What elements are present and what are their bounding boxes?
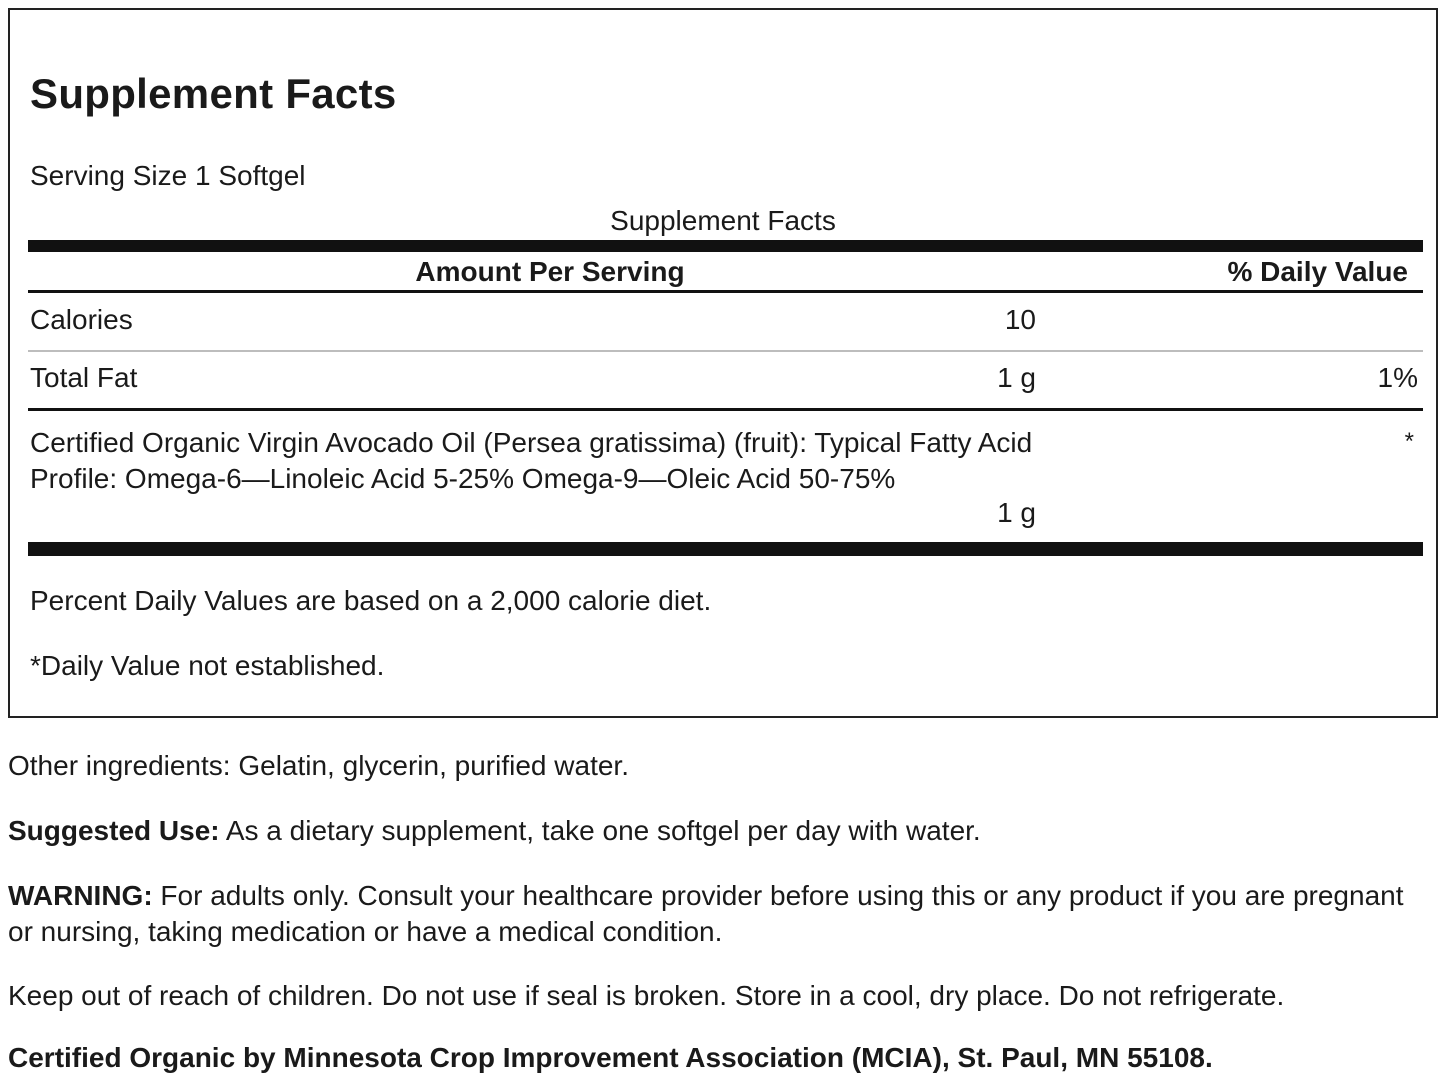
row-divider bbox=[28, 350, 1423, 352]
calories-label: Calories bbox=[30, 304, 133, 335]
daily-values-footnote: Percent Daily Values are based on a 2,000 calorie diet. bbox=[30, 585, 712, 616]
header-daily-value: % Daily Value bbox=[1227, 256, 1408, 287]
serving-size: Serving Size 1 Softgel bbox=[30, 160, 306, 191]
avocado-oil-label: Certified Organic Virgin Avocado Oil (Persea gratissima) (fruit): Typical Fatty Acid Profile: Omega-6—Linoleic Acid 5-25% Omega-9—Oleic Acid 50-75% bbox=[30, 427, 1033, 494]
thick-divider-bottom bbox=[28, 542, 1423, 556]
other-ingredients: Other ingredients: Gelatin, glycerin, purified water. bbox=[8, 750, 629, 781]
warning bbox=[8, 878, 1428, 950]
total-fat-label: Total Fat bbox=[30, 362, 138, 393]
supplement-facts-panel bbox=[8, 8, 1438, 718]
daily-value-not-established-footnote: *Daily Value not established. bbox=[30, 650, 385, 681]
thick-divider-top bbox=[28, 240, 1423, 252]
total-fat-amount: 1 g bbox=[997, 362, 1036, 393]
total-fat-daily-value: 1% bbox=[1377, 362, 1418, 393]
organic-certification: Certified Organic by Minnesota Crop Improvement Association (MCIA), St. Paul, MN 55108. bbox=[8, 1042, 1213, 1073]
avocado-oil-amount: 1 g bbox=[997, 497, 1036, 528]
storage-instructions: Keep out of reach of children. Do not use if seal is broken. Store in a cool, dry place. Do not refrigerate. bbox=[8, 980, 1285, 1011]
row-divider-dark bbox=[28, 408, 1423, 411]
suggested-use-text: As a dietary supplement, take one softgel per day with water. bbox=[219, 815, 981, 846]
suggested-use bbox=[8, 813, 1428, 849]
facts-title: Supplement Facts bbox=[30, 70, 397, 117]
warning-text: For adults only. Consult your healthcare provider before using this or any product if you are pregnant or nursing, taking medication or have a medical condition. bbox=[8, 880, 1404, 947]
header-divider bbox=[28, 290, 1423, 293]
header-amount-per-serving: Amount Per Serving bbox=[415, 256, 685, 287]
warning-label: WARNING: bbox=[8, 880, 153, 911]
avocado-oil-daily-value: * bbox=[1404, 428, 1414, 455]
calories-amount: 10 bbox=[1004, 304, 1036, 335]
table-caption: Supplement Facts bbox=[610, 205, 836, 236]
suggested-use-label: Suggested Use: bbox=[8, 815, 220, 846]
